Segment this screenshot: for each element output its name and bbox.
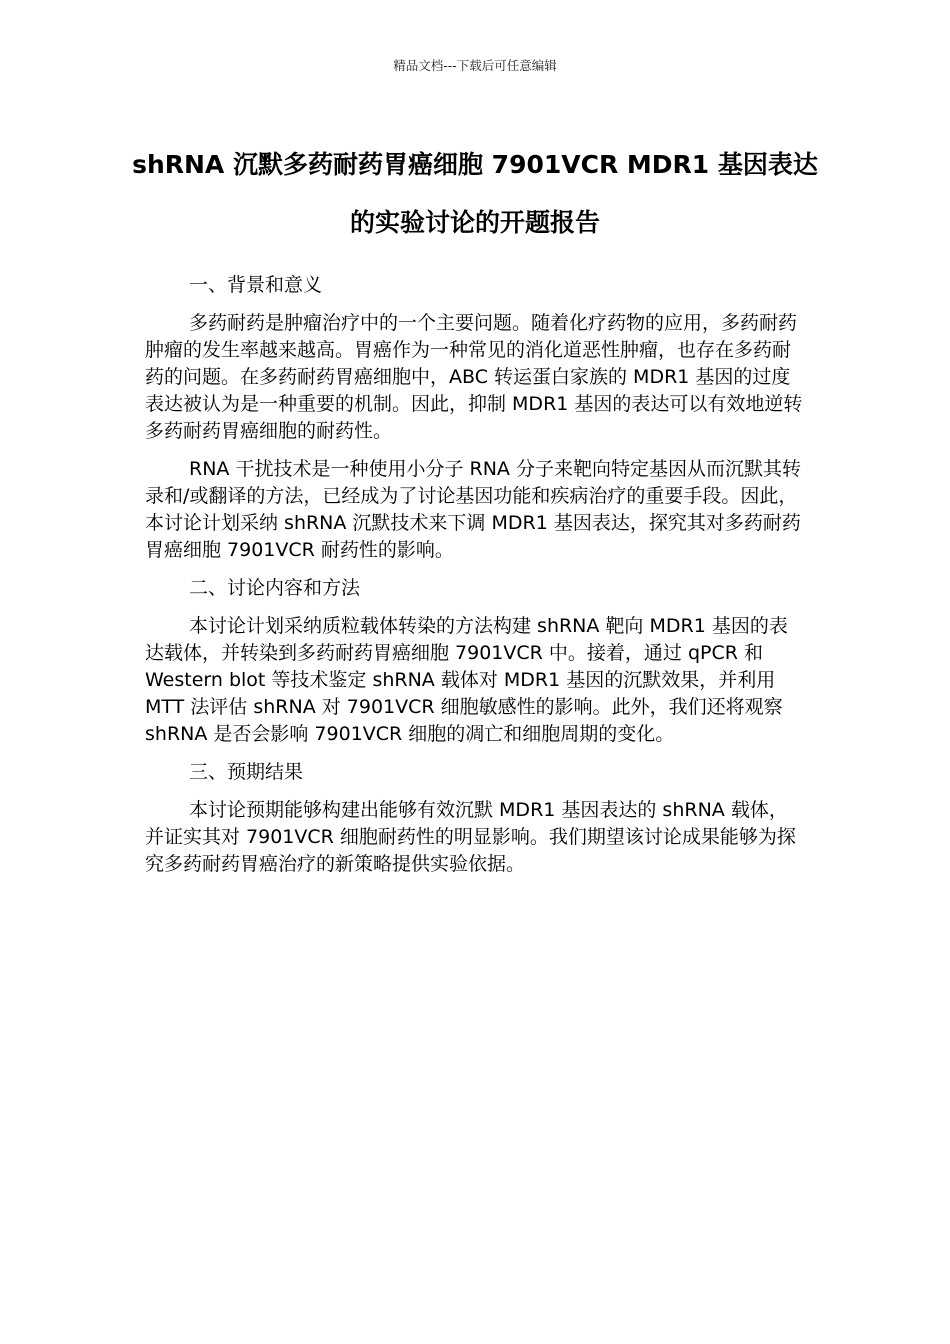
paragraph: 本讨论预期能够构建出能够有效沉默 MDR1 基因表达的 shRNA 载体，并证实其对 7901VCR 细胞耐药性的明显影响。我们期望该讨论成果能够为探究多药耐药胃癌治疗的新策略提供实验依据。: [145, 799, 796, 875]
document-title: shRNA 沉默多药耐药胃癌细胞 7901VCR MDR1 基因表达的实验讨论的开题报告: [132, 150, 818, 237]
document-body: [145, 272, 805, 889]
section-background: [145, 272, 805, 564]
section-expected-results: [145, 759, 805, 878]
section-heading: 二、讨论内容和方法: [189, 577, 361, 599]
section-methods: [145, 575, 805, 748]
page-header-note: 精品文档---下载后可任意编辑: [393, 58, 557, 73]
section-heading: 一、背景和意义: [189, 274, 323, 296]
paragraph: 本讨论计划采纳质粒载体转染的方法构建 shRNA 靶向 MDR1 基因的表达载体，并转染到多药耐药胃癌细胞 7901VCR 中。接着，通过 qPCR 和 Western blot 等技术鉴定 shRNA 载体对 MDR1 基因的沉默效果，并利用 MTT 法评估 shRNA 对 7901VCR 细胞敏感性的影响。此外，我们还将观察 shRNA 是否会影响 7901VCR 细胞的凋亡和细胞周期的变化。: [145, 615, 788, 745]
section-heading: 三、预期结果: [189, 761, 304, 783]
paragraph: 多药耐药是肿瘤治疗中的一个主要问题。随着化疗药物的应用，多药耐药肿瘤的发生率越来越高。胃癌作为一种常见的消化道恶性肿瘤，也存在多药耐药的问题。在多药耐药胃癌细胞中，ABC 转运蛋白家族的 MDR1 基因的过度表达被认为是一种重要的机制。因此，抑制 MDR1 基因的表达可以有效地逆转多药耐药胃癌细胞的耐药性。: [145, 312, 803, 442]
paragraph: RNA 干扰技术是一种使用小分子 RNA 分子来靶向特定基因从而沉默其转录和/或翻译的方法，已经成为了讨论基因功能和疾病治疗的重要手段。因此，本讨论计划采纳 shRNA 沉默技术来下调 MDR1 基因表达，探究其对多药耐药胃癌细胞 7901VCR 耐药性的影响。: [145, 458, 801, 561]
